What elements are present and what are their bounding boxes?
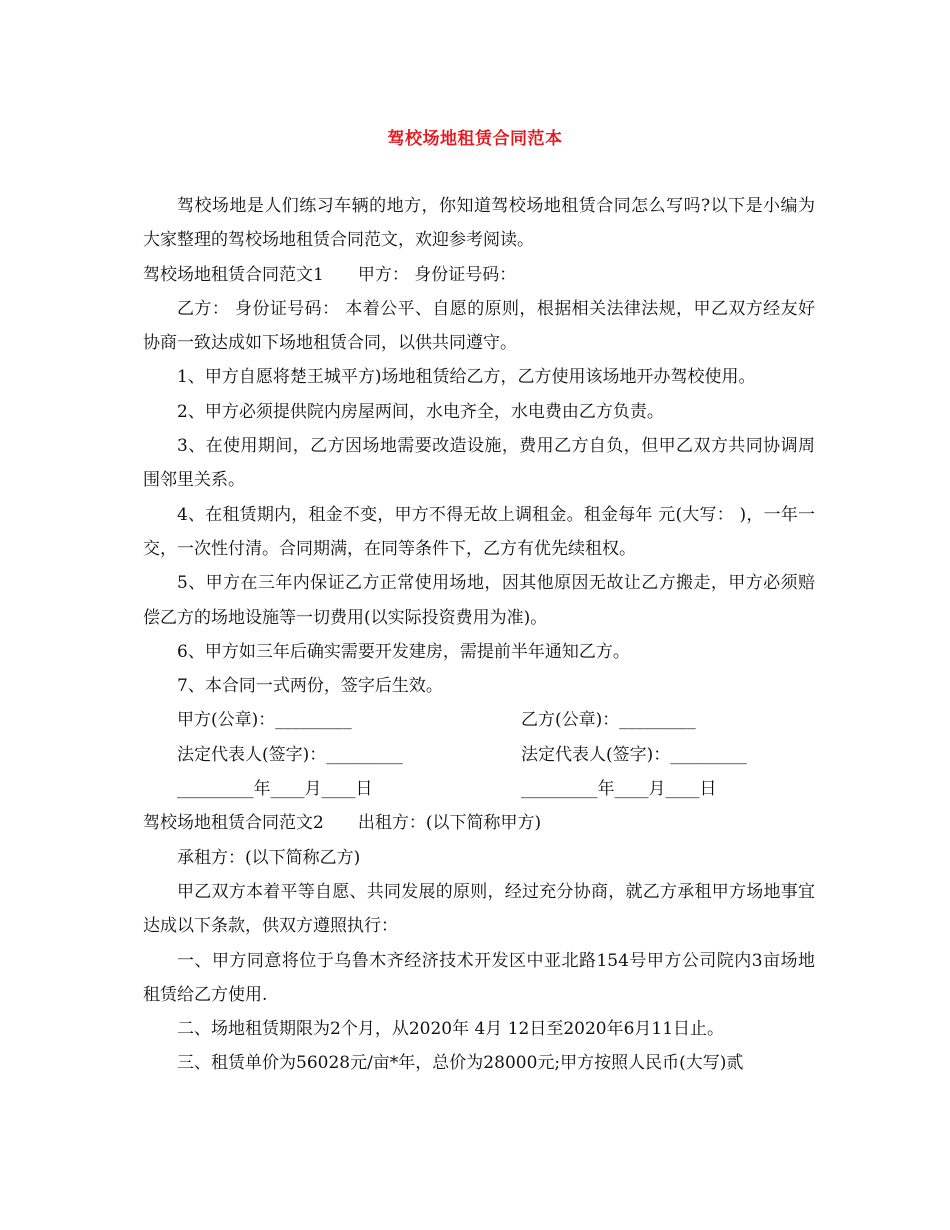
signature-row-seal [143, 703, 815, 737]
signature-row-date [143, 772, 815, 806]
party-a-seal-line: 甲方(公章)：_________ [177, 710, 352, 731]
party-b-seal-line: 乙方(公章)：_________ [521, 710, 696, 731]
contract1-clause-5: 5、甲方在三年内保证乙方正常使用场地，因其他原因无故让乙方搬走，甲方必须赔偿乙方的场地设施等一切费用(以实际投资费用为准)。 [143, 573, 815, 628]
document-body [143, 189, 815, 1081]
contract1-clause-6: 6、甲方如三年后确实需要开发建房，需提前半年通知乙方。 [177, 641, 630, 662]
intro-paragraph: 驾校场地是人们练习车辆的地方，你知道驾校场地租赁合同怎么写吗?以下是小编为大家整理的驾校场地租赁合同范文，欢迎参考阅读。 [143, 196, 815, 251]
contract2-lessor: 出租方：(以下简称甲方) [357, 813, 542, 834]
contract1-heading-line [143, 258, 815, 292]
contract1-party-a-line: 甲方： 身份证号码： [357, 264, 517, 285]
contract1-clause-4: 4、在租赁期内，租金不变，甲方不得无故上调租金。租金每年 元(大写： )，一年一交，一次性付清。合同期满，在同等条件下，乙方有优先续租权。 [143, 504, 815, 559]
contract1-heading: 驾校场地租赁合同范文1 [143, 264, 324, 285]
contract2-clause-3: 三、租赁单价为56028元/亩*年，总价为28000元;甲方按照人民币(大写)贰 [177, 1053, 744, 1074]
signature-row-representative [143, 738, 815, 772]
contract2-clause-2: 二、场地租赁期限为2个月，从2020年 4月 12日至2020年6月11日止。 [177, 1019, 725, 1040]
contract2-clause-1: 一、甲方同意将位于乌鲁木齐经济技术开发区中亚北路154号甲方公司院内3亩场地租赁给乙方使用. [143, 950, 815, 1005]
contract2-heading: 驾校场地租赁合同范文2 [143, 813, 324, 834]
contract1-clause-2: 2、甲方必须提供院内房屋两间，水电齐全，水电费由乙方负责。 [177, 401, 664, 422]
contract2-heading-line [143, 806, 815, 840]
party-b-date-line: _________年____月____日 [521, 779, 717, 800]
contract1-clause-3: 3、在使用期间，乙方因场地需要改造设施，费用乙方自负，但甲乙双方共同协调周围邻里关系。 [143, 436, 815, 491]
party-a-representative-line: 法定代表人(签字)：_________ [177, 744, 403, 765]
contract1-party-b-paragraph: 乙方： 身份证号码： 本着公平、自愿的原则，根据相关法律法规，甲乙双方经友好协商一致达成如下场地租赁合同，以供共同遵守。 [143, 298, 815, 354]
document-title: 驾校场地租赁合同范本 [387, 129, 563, 149]
party-b-representative-line: 法定代表人(签字)：_________ [521, 744, 747, 765]
contract2-preamble: 甲乙双方本着平等自愿、共同发展的原则，经过充分协商，就乙方承租甲方场地事宜达成以下条款，供双方遵照执行： [143, 881, 815, 937]
party-a-date-line: _________年____月____日 [177, 779, 373, 800]
contract1-clause-7: 7、本合同一式两份，签字后生效。 [177, 676, 443, 697]
contract1-clause-1: 1、甲方自愿将楚王城平方)场地租赁给乙方，乙方使用该场地开办驾校使用。 [177, 367, 756, 388]
contract2-lessee: 承租方：(以下简称乙方) [177, 847, 361, 868]
